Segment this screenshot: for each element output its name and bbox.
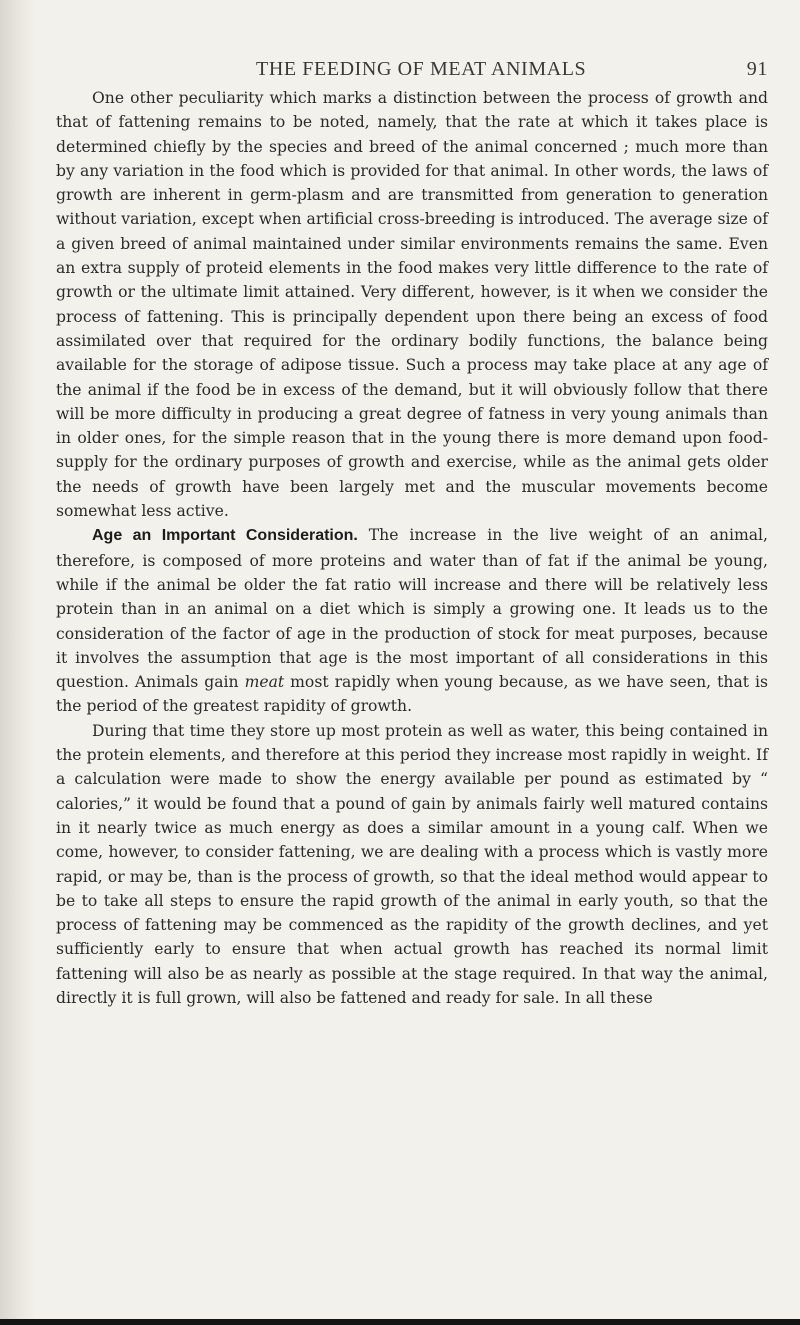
paragraph-2-text-after-italic: most rapidly when young because, as we have seen, that is the period of the greatest rapidity of growth. <box>56 673 768 716</box>
page-header <box>56 52 768 86</box>
paragraph-2 <box>56 523 768 718</box>
italic-emphasis: meat <box>244 673 285 692</box>
section-heading: Age an Important Consideration. <box>92 527 358 545</box>
paragraph-2-text-before-italic: The increase in the live weight of an animal, therefore, is composed of more proteins and water than of fat if the animal be young, while if the animal be older the fat ratio will increase and there will be relatively less protein than in an animal on a diet which is simply a growing one. It leads us to the consideration of the factor of age in the production of stock for meat purposes, because it involves the assumption that age is the most important of all considerations in this question. Animals gain <box>56 526 768 692</box>
paragraph-1: One other peculiarity which marks a distinction between the process of growth and that of fattening remains to be noted, namely, that the rate at which it takes place is determined chiefly by the species and breed of the animal concerned ; much more than by any variation in the food which is provided for that animal. In other words, the laws of growth are inherent in germ-plasm and are transmitted from generation to generation without variation, except when artificial cross-breeding is introduced. The average size of a given breed of animal maintained under similar environments remains the same. Even an extra supply of proteid elements in the food makes very little difference to the rate of growth or the ultimate limit attained. Very different, however, is it when we consider the process of fattening. This is principally dependent upon there being an excess of food assimilated over that required for the ordinary bodily functions, the balance being available for the storage of adipose tissue. Such a process may take place at any age of the animal if the food be in excess of the demand, but it will obviously follow that there will be more difficulty in producing a great degree of fatness in very young animals than in older ones, for the simple reason that in the young there is more demand upon food-supply for the ordinary purposes of growth and exercise, while as the animal gets older the needs of growth have been largely met and the muscular movements become somewhat less active. <box>56 89 769 521</box>
book-page <box>56 52 768 1010</box>
page-number: 91 <box>746 58 768 80</box>
page-gutter-shadow <box>0 0 36 1325</box>
body-text <box>56 86 768 1010</box>
paragraph-3: During that time they store up most protein as well as water, this being contained in the protein elements, and therefore at this period they increase most rapidly in weight. If a calculation were made to show the energy available per pound as estimated by “ calories,” it would be found that a pound of gain by animals fairly well matured contains in it nearly twice as much energy as does a similar amount in a young calf. When we come, however, to consider fattening, we are dealing with a process which is vastly more rapid, or may be, than is the process of growth, so that the ideal method would appear to be to take all steps to ensure the rapid growth of the animal in early youth, so that the process of fattening may be commenced as the rapidity of the growth declines, and yet sufficiently early to ensure that when actual growth has reached its normal limit fattening will also be as nearly as possible at the stage required. In that way the animal, directly it is full grown, will also be fattened and ready for sale. In all these <box>56 721 768 1007</box>
running-title: THE FEEDING OF MEAT ANIMALS <box>256 58 587 80</box>
scan-bottom-edge <box>0 1319 800 1325</box>
